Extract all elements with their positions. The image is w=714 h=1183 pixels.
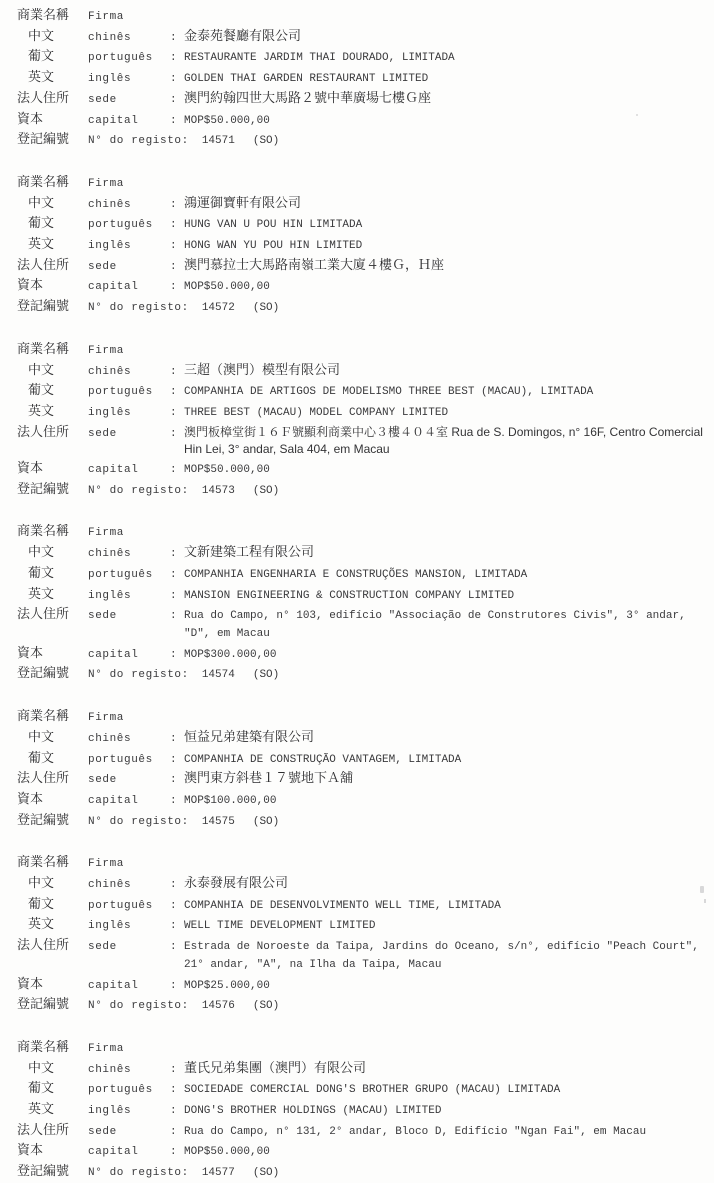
row-capital <box>0 975 714 996</box>
colon: : <box>170 941 177 954</box>
row-chinese-name <box>0 874 714 895</box>
english-name-value: THREE BEST (MACAU) MODEL COMPANY LIMITED <box>184 406 449 419</box>
capital-value: MOP$25.000,00 <box>184 979 270 992</box>
row-portuguese-name <box>0 1079 714 1100</box>
english-label-pt: inglês <box>88 240 132 253</box>
colon: : <box>170 52 177 65</box>
row-sede <box>0 605 714 643</box>
firma-label-zh: 商業名稱 <box>17 7 70 22</box>
portuguese-label-pt: português <box>88 219 153 232</box>
row-portuguese-name <box>0 47 714 68</box>
colon: : <box>170 920 177 933</box>
capital-value: MOP$50.000,00 <box>184 281 270 294</box>
colon: : <box>170 1105 177 1118</box>
sede-value: 澳門板樟堂街１６Ｆ號顯利商業中心３樓４０４室 Rua de S. Domingos, n° 16F, Centro Comercial Hin Lei, 3° andar, Sala 404, em Macau <box>184 424 703 457</box>
capital-label-zh: 資本 <box>17 110 44 126</box>
english-name-value: MANSION ENGINEERING & CONSTRUCTION COMPANY LIMITED <box>184 589 515 602</box>
chinese-label-zh: 中文 <box>28 361 55 377</box>
row-firma <box>0 340 714 361</box>
scan-artifact <box>636 114 638 116</box>
sede-value: Rua do Campo, n° 103, edifício "Associação de Construtores Civis", 3° andar, "D", em Macau <box>184 610 686 640</box>
registo-suffix: (SO) <box>252 302 280 315</box>
colon: : <box>170 406 177 419</box>
row-chinese-name <box>0 543 714 564</box>
registo-number-value: 14577 <box>201 1167 235 1180</box>
english-label-zh: 英文 <box>28 69 55 85</box>
firma-label-pt: Firma <box>88 177 125 190</box>
row-sede <box>0 1121 714 1142</box>
sede-label-zh: 法人住所 <box>17 423 70 439</box>
registo-label-pt: N° do registo: <box>88 1167 189 1180</box>
row-capital <box>0 644 714 665</box>
row-capital <box>0 1141 714 1162</box>
colon: : <box>170 610 177 623</box>
firma-label-zh: 商業名稱 <box>17 173 70 189</box>
firma-label-pt: Firma <box>88 712 125 725</box>
row-english-name <box>0 68 714 89</box>
firma-label-zh: 商業名稱 <box>17 523 70 539</box>
row-sede <box>0 936 714 974</box>
english-label-pt: inglês <box>88 1105 132 1118</box>
registry-entry <box>0 522 714 685</box>
english-label-zh: 英文 <box>28 1101 55 1117</box>
registo-label-zh: 登記編號 <box>17 298 70 314</box>
row-firma <box>0 522 714 543</box>
sede-value: 澳門約翰四世大馬路２號中華廣場七樓Ｇ座 <box>184 89 432 105</box>
row-portuguese-name <box>0 214 714 235</box>
row-firma <box>0 853 714 874</box>
colon: : <box>170 464 177 477</box>
portuguese-label-pt: português <box>88 568 153 581</box>
row-registo <box>0 995 714 1016</box>
chinese-label-pt: chinês <box>88 1063 132 1076</box>
registo-number-value: 14575 <box>201 815 235 828</box>
sede-value: 澳門東方斜巷１７號地下Ａ舖 <box>184 770 354 786</box>
sede-label-pt: sede <box>88 93 117 106</box>
portuguese-label-zh: 葡文 <box>28 48 55 64</box>
registo-suffix: (SO) <box>252 669 280 682</box>
portuguese-label-zh: 葡文 <box>28 382 55 398</box>
capital-label-pt: capital <box>88 979 139 992</box>
capital-label-pt: capital <box>88 281 139 294</box>
colon: : <box>170 260 177 273</box>
registo-suffix: (SO) <box>252 1167 280 1180</box>
portuguese-name-value: RESTAURANTE JARDIM THAI DOURADO, LIMITADA <box>184 52 455 65</box>
capital-label-zh: 資本 <box>17 975 44 991</box>
registo-label-pt: N° do registo: <box>88 484 189 497</box>
colon: : <box>170 365 177 378</box>
portuguese-label-zh: 葡文 <box>28 564 55 580</box>
sede-label-pt: sede <box>88 260 117 273</box>
row-firma <box>0 6 714 27</box>
colon: : <box>170 281 177 294</box>
colon: : <box>170 732 177 745</box>
row-capital <box>0 790 714 811</box>
colon: : <box>170 1146 177 1159</box>
registo-label-pt: N° do registo: <box>88 815 189 828</box>
colon: : <box>170 1125 177 1138</box>
colon: : <box>170 240 177 253</box>
scan-artifact <box>700 886 704 893</box>
row-sede <box>0 256 714 277</box>
colon: : <box>170 899 177 912</box>
registo-suffix: (SO) <box>252 484 280 497</box>
firma-label-pt: Firma <box>88 858 125 871</box>
firma-label-pt: Firma <box>88 527 125 540</box>
row-english-name <box>0 235 714 256</box>
sede-value: Rua do Campo, n° 131, 2° andar, Bloco D, Edifício "Ngan Fai", em Macau <box>184 1125 647 1138</box>
registry-entry <box>0 173 714 318</box>
english-label-zh: 英文 <box>28 585 55 601</box>
sede-value: Estrada de Noroeste da Taipa, Jardins do Oceano, s/n°, edifício "Peach Court", 21° andar, "A", na Ilha da Taipa, Macau <box>184 941 699 971</box>
capital-value: MOP$50.000,00 <box>184 114 270 127</box>
colon: : <box>170 114 177 127</box>
portuguese-label-zh: 葡文 <box>28 895 55 911</box>
registo-suffix: (SO) <box>252 1000 280 1013</box>
portuguese-label-pt: português <box>88 1084 153 1097</box>
row-chinese-name <box>0 27 714 48</box>
colon: : <box>170 219 177 232</box>
portuguese-name-value: COMPANHIA ENGENHARIA E CONSTRUÇÕES MANSION, LIMITADA <box>184 568 528 581</box>
row-english-name <box>0 915 714 936</box>
registry-entry <box>0 6 714 151</box>
registo-label-pt: N° do registo: <box>88 135 189 148</box>
row-firma <box>0 1038 714 1059</box>
colon: : <box>170 589 177 602</box>
registry-entry <box>0 707 714 831</box>
row-english-name <box>0 402 714 423</box>
registo-number-value: 14573 <box>201 484 235 497</box>
sede-value: 澳門慕拉士大馬路南嶺工業大廈４樓Ｇ，Ｈ座 <box>184 256 445 272</box>
colon: : <box>170 198 177 211</box>
sede-label-zh: 法人住所 <box>17 770 70 786</box>
sede-label-zh: 法人住所 <box>17 937 70 953</box>
chinese-label-zh: 中文 <box>28 27 55 43</box>
colon: : <box>170 753 177 766</box>
scan-artifact <box>704 899 706 903</box>
capital-label-pt: capital <box>88 794 139 807</box>
capital-label-pt: capital <box>88 464 139 477</box>
chinese-label-zh: 中文 <box>28 544 55 560</box>
sede-label-pt: sede <box>88 610 117 623</box>
capital-label-zh: 資本 <box>17 1142 44 1158</box>
chinese-label-zh: 中文 <box>28 875 55 891</box>
colon: : <box>170 1084 177 1097</box>
row-capital <box>0 276 714 297</box>
registo-number-value: 14574 <box>201 669 235 682</box>
row-chinese-name <box>0 361 714 382</box>
english-label-zh: 英文 <box>28 402 55 418</box>
portuguese-name-value: COMPANHIA DE CONSTRUÇÃO VANTAGEM, LIMITADA <box>184 753 462 766</box>
registo-label-zh: 登記編號 <box>17 1163 70 1179</box>
colon: : <box>170 568 177 581</box>
registo-label-zh: 登記編號 <box>17 811 70 827</box>
english-name-value: WELL TIME DEVELOPMENT LIMITED <box>184 920 376 933</box>
chinese-name-value: 董氏兄弟集團（澳門）有限公司 <box>184 1059 367 1075</box>
capital-label-zh: 資本 <box>17 277 44 293</box>
colon: : <box>170 648 177 661</box>
row-registo <box>0 297 714 318</box>
sede-label-pt: sede <box>88 1125 117 1138</box>
english-label-zh: 英文 <box>28 916 55 932</box>
row-chinese-name <box>0 728 714 749</box>
capital-value: MOP$300.000,00 <box>184 648 277 661</box>
registo-number-value: 14576 <box>201 1000 235 1013</box>
row-capital <box>0 110 714 131</box>
english-label-pt: inglês <box>88 406 132 419</box>
sede-label-pt: sede <box>88 941 117 954</box>
firma-label-pt: Firma <box>88 1042 125 1055</box>
chinese-name-value: 恒益兄弟建築有限公司 <box>184 728 315 744</box>
colon: : <box>170 774 177 787</box>
firma-label-pt: Firma <box>88 344 125 357</box>
chinese-label-zh: 中文 <box>28 1059 55 1075</box>
row-portuguese-name <box>0 381 714 402</box>
english-label-zh: 英文 <box>28 236 55 252</box>
chinese-label-zh: 中文 <box>28 194 55 210</box>
registo-label-pt: N° do registo: <box>88 302 189 315</box>
english-name-value: GOLDEN THAI GARDEN RESTAURANT LIMITED <box>184 73 429 86</box>
capital-label-zh: 資本 <box>17 460 44 476</box>
capital-label-pt: capital <box>88 1146 139 1159</box>
row-portuguese-name <box>0 564 714 585</box>
row-english-name <box>0 585 714 606</box>
chinese-label-zh: 中文 <box>28 728 55 744</box>
portuguese-label-pt: português <box>88 899 153 912</box>
colon: : <box>170 548 177 561</box>
registo-label-zh: 登記編號 <box>17 996 70 1012</box>
sede-label-zh: 法人住所 <box>17 89 70 105</box>
capital-label-pt: capital <box>88 114 139 127</box>
registo-suffix: (SO) <box>252 815 280 828</box>
firma-label-zh: 商業名稱 <box>17 340 70 356</box>
registo-label-zh: 登記編號 <box>17 665 70 681</box>
portuguese-label-pt: português <box>88 52 153 65</box>
registo-label-zh: 登記編號 <box>17 131 70 147</box>
registo-label-pt: N° do registo: <box>88 669 189 682</box>
row-registo <box>0 811 714 832</box>
portuguese-label-pt: português <box>88 753 153 766</box>
colon: : <box>170 73 177 86</box>
sede-label-pt: sede <box>88 774 117 787</box>
capital-label-zh: 資本 <box>17 644 44 660</box>
sede-label-zh: 法人住所 <box>17 1121 70 1137</box>
colon: : <box>170 794 177 807</box>
registry-entry <box>0 853 714 1016</box>
firma-label-pt: Firma <box>88 11 125 23</box>
registo-label-zh: 登記編號 <box>17 480 70 496</box>
chinese-label-pt: chinês <box>88 198 132 211</box>
colon: : <box>170 979 177 992</box>
registry-entry <box>0 1038 714 1183</box>
chinese-label-pt: chinês <box>88 548 132 561</box>
capital-label-pt: capital <box>88 648 139 661</box>
row-sede <box>0 769 714 790</box>
english-name-value: DONG'S BROTHER HOLDINGS (MACAU) LIMITED <box>184 1105 442 1118</box>
colon: : <box>170 31 177 44</box>
firma-label-zh: 商業名稱 <box>17 1038 70 1054</box>
sede-label-zh: 法人住所 <box>17 606 70 622</box>
capital-label-zh: 資本 <box>17 790 44 806</box>
capital-value: MOP$100.000,00 <box>184 794 277 807</box>
portuguese-name-value: COMPANHIA DE DESENVOLVIMENTO WELL TIME, LIMITADA <box>184 899 501 912</box>
row-sede <box>0 423 714 459</box>
english-label-pt: inglês <box>88 920 132 933</box>
row-sede <box>0 89 714 110</box>
registo-number-value: 14571 <box>201 135 235 148</box>
colon: : <box>170 93 177 106</box>
chinese-name-value: 鴻運御寶軒有限公司 <box>184 194 302 210</box>
capital-value: MOP$50.000,00 <box>184 1146 270 1159</box>
english-label-pt: inglês <box>88 589 132 602</box>
chinese-label-pt: chinês <box>88 31 132 44</box>
registo-number-value: 14572 <box>201 302 235 315</box>
colon: : <box>170 386 177 399</box>
registry-entry <box>0 340 714 501</box>
chinese-name-value: 文新建築工程有限公司 <box>184 544 315 560</box>
colon: : <box>170 427 177 440</box>
chinese-name-value: 三超（澳門）模型有限公司 <box>184 361 341 377</box>
sede-label-pt: sede <box>88 427 117 440</box>
english-label-pt: inglês <box>88 73 132 86</box>
sede-label-zh: 法人住所 <box>17 256 70 272</box>
row-registo <box>0 1162 714 1183</box>
row-registo <box>0 130 714 151</box>
portuguese-name-value: HUNG VAN U POU HIN LIMITADA <box>184 219 363 232</box>
colon: : <box>170 1063 177 1076</box>
row-portuguese-name <box>0 749 714 770</box>
firma-label-zh: 商業名稱 <box>17 854 70 870</box>
chinese-name-value: 金泰苑餐廳有限公司 <box>184 27 302 43</box>
firma-label-zh: 商業名稱 <box>17 708 70 724</box>
chinese-name-value: 永泰發展有限公司 <box>184 875 289 891</box>
row-capital <box>0 459 714 480</box>
row-chinese-name <box>0 1059 714 1080</box>
portuguese-label-zh: 葡文 <box>28 749 55 765</box>
registo-suffix: (SO) <box>252 135 280 148</box>
capital-value: MOP$50.000,00 <box>184 464 270 477</box>
colon: : <box>170 879 177 892</box>
row-chinese-name <box>0 194 714 215</box>
portuguese-name-value: SOCIEDADE COMERCIAL DONG'S BROTHER GRUPO (MACAU) LIMITADA <box>184 1084 561 1097</box>
chinese-label-pt: chinês <box>88 879 132 892</box>
portuguese-label-zh: 葡文 <box>28 215 55 231</box>
portuguese-label-zh: 葡文 <box>28 1080 55 1096</box>
chinese-label-pt: chinês <box>88 732 132 745</box>
chinese-label-pt: chinês <box>88 365 132 378</box>
row-firma <box>0 707 714 728</box>
row-registo <box>0 480 714 501</box>
row-firma <box>0 173 714 194</box>
english-name-value: HONG WAN YU POU HIN LIMITED <box>184 240 363 253</box>
row-registo <box>0 664 714 685</box>
portuguese-label-pt: português <box>88 386 153 399</box>
registo-label-pt: N° do registo: <box>88 1000 189 1013</box>
row-portuguese-name <box>0 895 714 916</box>
portuguese-name-value: COMPANHIA DE ARTIGOS DE MODELISMO THREE BEST (MACAU), LIMITADA <box>184 386 594 399</box>
row-english-name <box>0 1100 714 1121</box>
